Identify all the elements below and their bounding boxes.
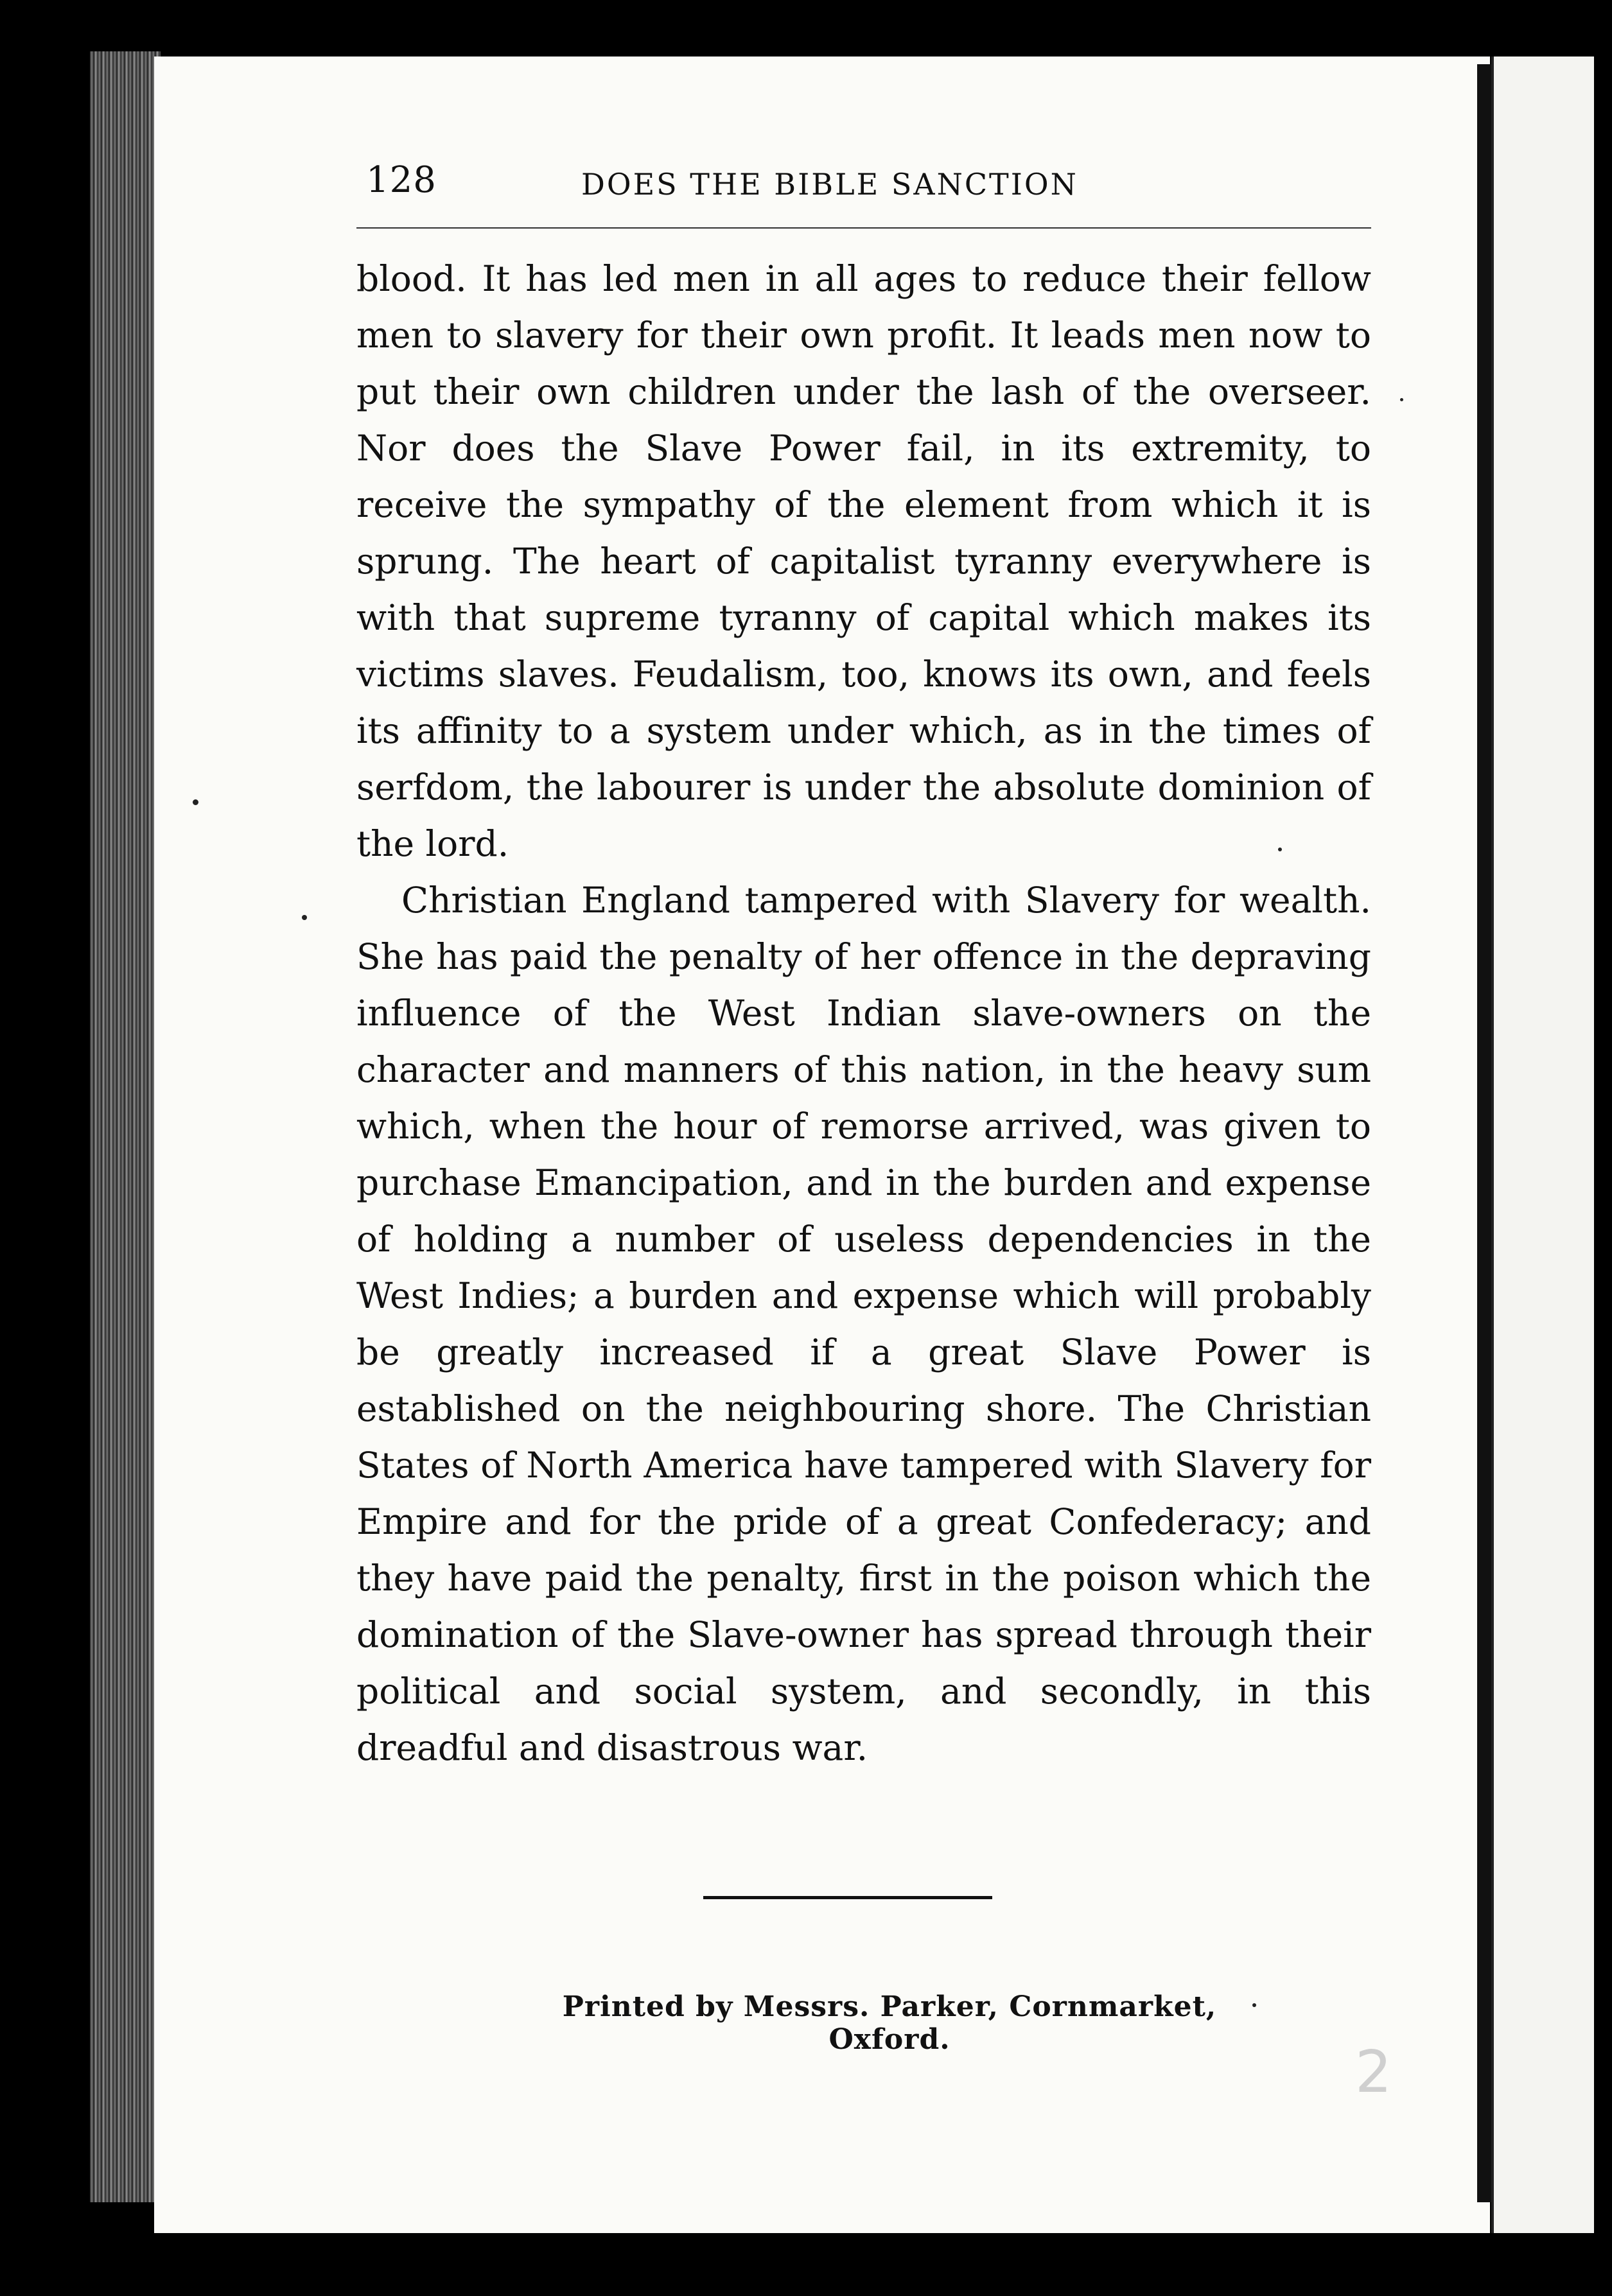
page-number: 128 xyxy=(366,159,437,201)
end-rule xyxy=(703,1896,992,1899)
scan-speck xyxy=(1400,398,1403,401)
body-text xyxy=(356,250,1371,1776)
scan-speck xyxy=(1252,2003,1256,2007)
scan-speck xyxy=(302,915,307,920)
paragraph: Christian England tampered with Slavery for wealth. She has paid the penalty of her offence in the depraving influence of the West Indian slave-owners on the character and manners of this nation, in the heavy sum which, when the hour of remorse arrived, was given to purchase Emancipation, and in the burden and expense of holding a number of useless dependencies in the West Indies; a burden and expense which will probably be greatly increased if a great Slave Power is established on the neighbouring shore. The Christian States of North America have tampered with Slavery for Empire and for the pride of a great Confederacy; and they have paid the penalty, first in the poison which the domination of the Slave-owner has spread through their political and social system, and secondly, in this dreadful and disastrous war. xyxy=(356,880,1371,1768)
printer-imprint: Printed by Messrs. Parker, Cornmarket, Oxford. xyxy=(562,1990,1217,2056)
scan-speck xyxy=(1278,848,1282,851)
facing-page-border xyxy=(1491,57,1494,2233)
page-gutter-shadow xyxy=(1477,64,1491,2202)
pencil-margin-mark: 2 xyxy=(1355,2039,1392,2106)
book-binding-edge xyxy=(90,51,161,2202)
running-head: DOES THE BIBLE SANCTION xyxy=(581,167,1078,202)
header-rule xyxy=(356,227,1371,229)
paragraph: blood. It has led men in all ages to reduce their fellow men to slavery for their own profit. It leads men now to put their own children under the lash of the overseer. Nor does the Slave Power fail, in its extremity, to receive the sympathy of the element from which it is sprung. The heart of capitalist tyranny everywhere is with that supreme tyranny of capital which makes its victims slaves. Feudalism, too, knows its own, and feels its affinity to a system under which, as in the times of serfdom, the labourer is under the absolute dominion of the lord. xyxy=(356,258,1371,864)
scan-speck xyxy=(193,799,198,805)
page-header xyxy=(356,154,1371,205)
page-content xyxy=(356,154,1371,2056)
facing-page-edge xyxy=(1491,57,1594,2233)
